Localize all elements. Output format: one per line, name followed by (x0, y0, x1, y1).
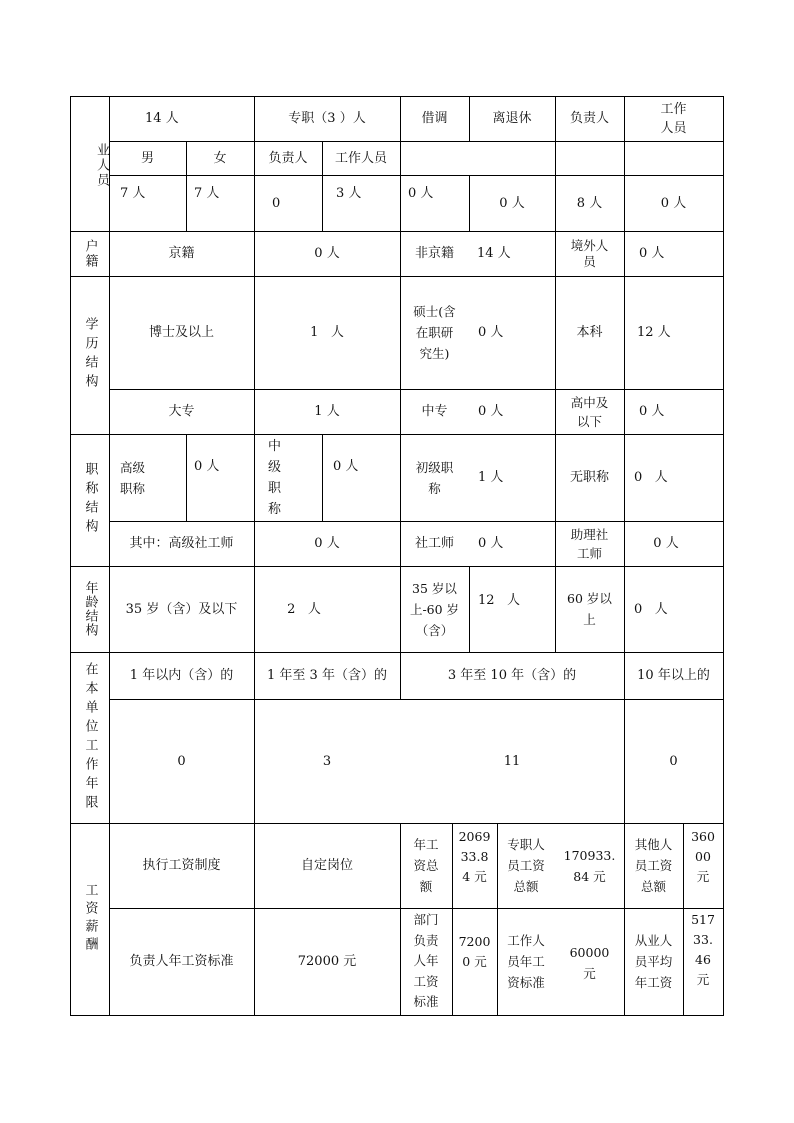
section-label-census: 户籍 (82, 238, 98, 269)
fulltime-total-label: 专职人 员工资 总额 (507, 837, 545, 894)
other-total-label: 其他人 员工资 总额 (634, 837, 673, 894)
middle-label: 中 级 职 称 (268, 438, 282, 517)
section-label-tenure: 在本单位工作年限 (82, 661, 98, 814)
none-count: 0 人 (634, 470, 668, 485)
age-over60-label: 60 岁以 上 (567, 591, 612, 627)
middle-count: 0 人 (333, 459, 359, 474)
section-label-education: 学历结构 (82, 317, 98, 393)
senior-social-label: 其中：高级社工师 (129, 536, 234, 551)
college-label: 大专 (168, 404, 195, 419)
secondary-count: 0 人 (478, 404, 504, 419)
section-label-title: 职称结构 (82, 462, 98, 538)
head-std-label: 负责人年工资标准 (129, 954, 234, 969)
fulltime-total-value: 170933. 84 元 (563, 847, 616, 884)
age-over60-count: 0 人 (634, 601, 668, 617)
none-label: 无职称 (569, 470, 609, 485)
junior-count: 1 人 (478, 470, 504, 485)
nonbeijing-label: 非京籍 (414, 246, 454, 261)
bachelor-label: 本科 (576, 325, 603, 340)
tenure-header-3: 3 年至 10 年（含）的 (447, 668, 577, 683)
doctor-label: 博士及以上 (148, 325, 214, 340)
junior-label: 初级职 称 (415, 459, 454, 496)
tenure-value-1: 0 (177, 753, 186, 769)
head-count: 8 人 (576, 195, 603, 211)
fulltime-head-count: 0 (272, 195, 281, 211)
female-header: 女 (213, 150, 227, 166)
male-count: 7 人 (120, 186, 146, 201)
tenure-header-2: 1 年至 3 年（含）的 (267, 668, 387, 683)
tenure-value-4: 0 (669, 753, 678, 769)
master-label: 硕士(含 在职研 究生) (413, 304, 456, 361)
bachelor-count: 12 人 (637, 325, 671, 340)
nonbeijing-count: 14 人 (477, 246, 511, 261)
overseas-label: 境外人 员 (570, 237, 609, 269)
worker-count: 0 人 (660, 195, 687, 211)
social-count: 0 人 (478, 536, 504, 551)
college-count: 1 人 (314, 404, 340, 419)
retired-count: 0 人 (499, 195, 525, 211)
highschool-label: 高中及 以下 (570, 394, 609, 429)
female-count: 7 人 (194, 186, 220, 201)
worker-header: 工作 人员 (660, 101, 687, 136)
retired-header: 离退休 (492, 111, 532, 126)
age-under35-label: 35 岁（含）及以下 (125, 601, 238, 617)
dept-head-label: 部门 负责 人年 工资 标准 (413, 912, 439, 1010)
annual-total-value: 2069 33.8 4 元 (458, 829, 491, 884)
section-label-salary: 工资薪酬 (82, 883, 98, 955)
age-mid-count: 12 人 (478, 593, 520, 608)
age-under35-count: 2 人 (287, 601, 321, 617)
fulltime-header: 专职（3 ）人 (288, 111, 366, 126)
fulltime-head-header: 负责人 (268, 150, 308, 166)
fulltime-worker-count: 3 人 (336, 186, 362, 201)
tenure-header-4: 10 年以上的 (637, 668, 710, 683)
highschool-count: 0 人 (639, 404, 665, 419)
annual-total-label: 年工 资总 额 (413, 837, 439, 894)
avg-value: 517 33. 46 元 (691, 912, 715, 987)
seconded-count: 0 人 (408, 186, 434, 201)
asst-social-count: 0 人 (653, 536, 679, 551)
section-label-staff: 业人员 (94, 143, 109, 188)
senior-label: 高级 职称 (120, 459, 146, 496)
salary-system-label: 执行工资制度 (142, 858, 221, 873)
worker-std-value: 60000 元 (569, 945, 610, 981)
age-mid-label: 35 岁以 上-60 岁 （含） (409, 580, 460, 638)
section-label-age: 年龄结构 (82, 581, 98, 637)
overseas-count: 0 人 (639, 246, 665, 261)
worker-std-label: 工作人 员年工 资标准 (507, 933, 545, 990)
avg-label: 从业人 员平均 年工资 (634, 933, 673, 990)
head-header: 负责人 (569, 111, 609, 126)
fulltime-worker-header: 工作人员 (334, 150, 387, 166)
other-total-value: 360 00 元 (691, 829, 715, 884)
tenure-header-1: 1 年以内（含）的 (129, 668, 234, 683)
dept-head-value: 7200 0 元 (458, 934, 491, 969)
male-header: 男 (140, 150, 154, 166)
senior-social-count: 0 人 (314, 536, 340, 551)
tenure-value-3: 11 (503, 753, 521, 769)
senior-count: 0 人 (194, 459, 220, 474)
social-label: 社工师 (414, 536, 454, 551)
secondary-label: 中专 (421, 404, 448, 419)
staff-total: 14 人 (145, 111, 179, 126)
tenure-value-2: 3 (322, 753, 332, 769)
head-std-value: 72000 元 (297, 954, 357, 969)
seconded-header: 借调 (421, 111, 448, 126)
beijing-count: 0 人 (314, 246, 340, 261)
master-count: 0 人 (478, 325, 504, 340)
asst-social-label: 助理社 工师 (570, 526, 609, 561)
beijing-label: 京籍 (168, 246, 195, 261)
salary-system-value: 自定岗位 (300, 858, 353, 873)
doctor-count: 1 人 (310, 325, 344, 340)
